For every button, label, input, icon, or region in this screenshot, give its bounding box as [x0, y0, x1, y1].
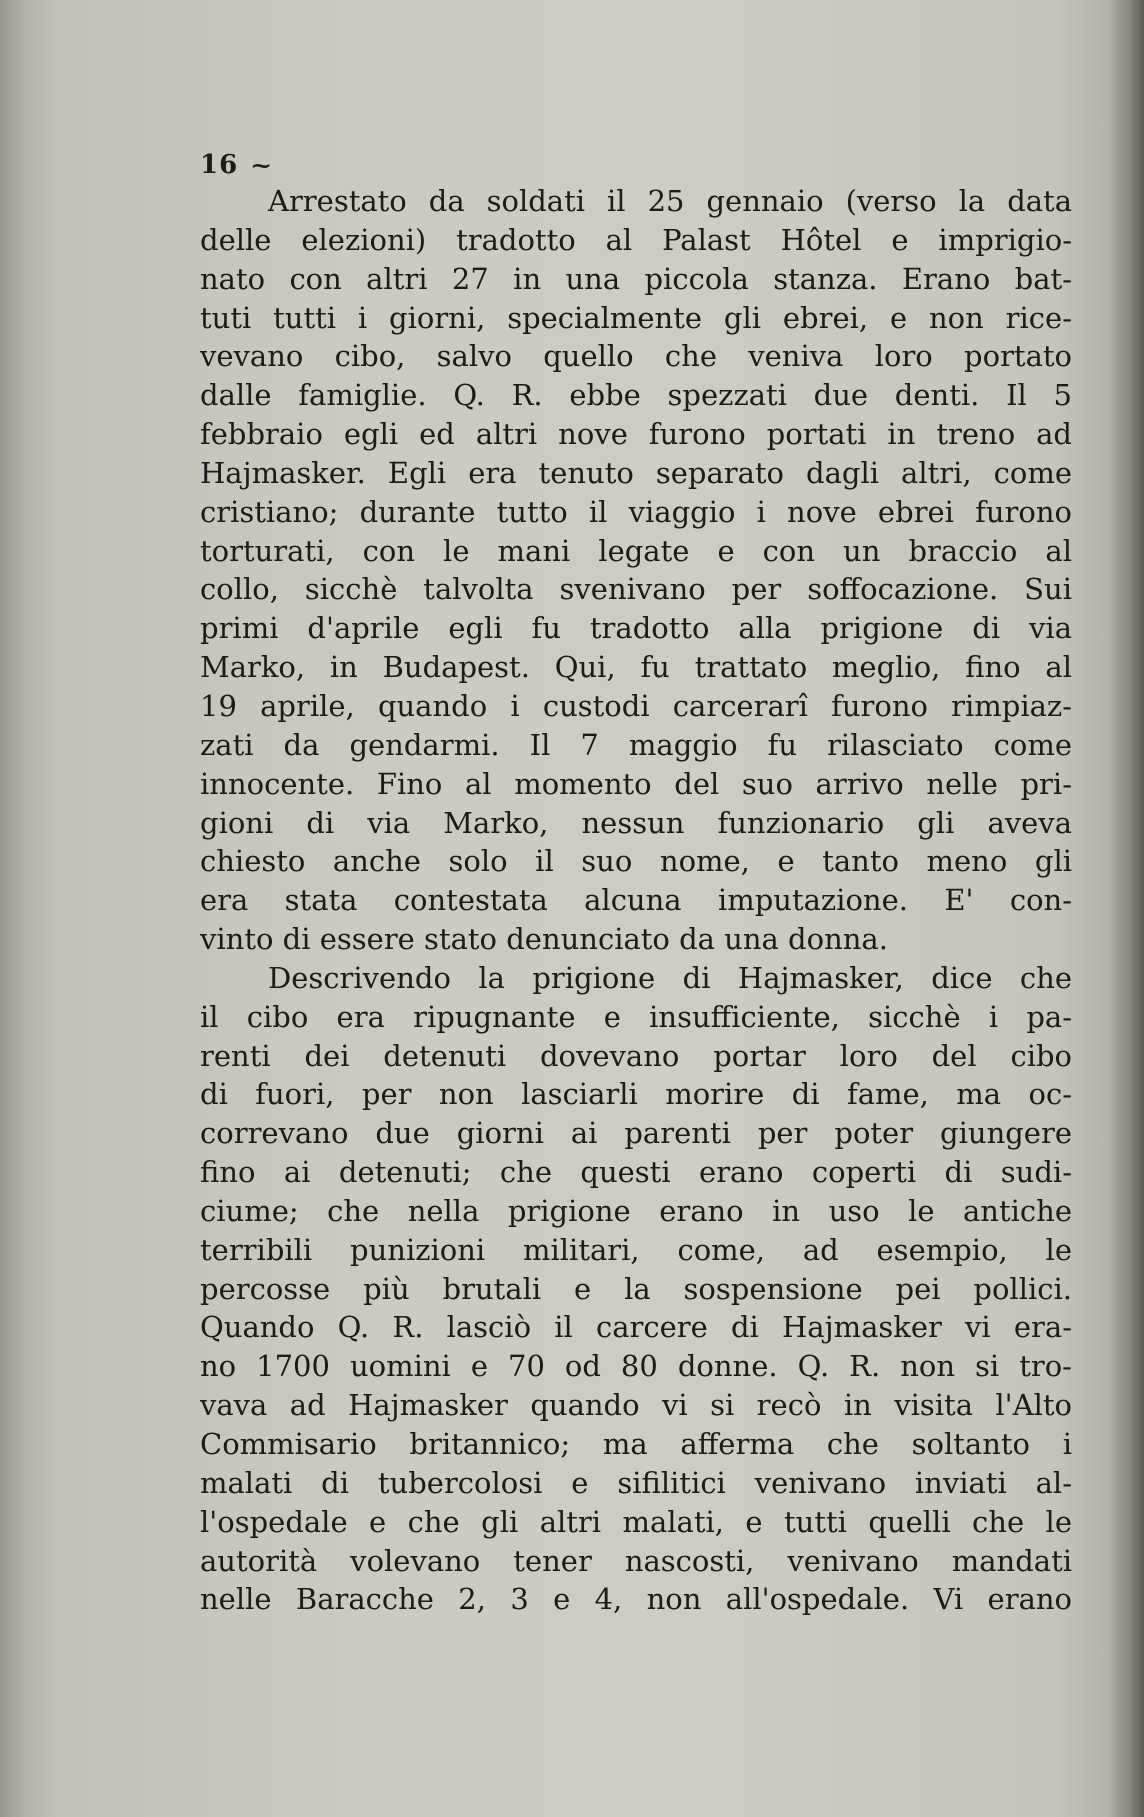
text-line: collo, sicchè talvolta svenivano per soffocazione. Sui	[200, 572, 1072, 607]
text-line: l'ospedale e che gli altri malati, e tutti quelli che le	[200, 1504, 1072, 1539]
page-edge-shadow	[1108, 0, 1144, 1817]
text-line: malati di tubercolosi e sifilitici venivano inviati al-	[200, 1465, 1072, 1500]
text-line: il cibo era ripugnante e insufficiente, sicchè i pa-	[200, 999, 1072, 1034]
text-line: nato con altri 27 in una piccola stanza. Erano bat-	[200, 261, 1072, 296]
text-line: zati da gendarmi. Il 7 maggio fu rilasciato come	[200, 727, 1072, 762]
text-line: dalle famiglie. Q. R. ebbe spezzati due denti. Il 5	[200, 378, 1072, 413]
paragraph-2	[200, 959, 1072, 1619]
text-line: vevano cibo, salvo quello che veniva loro portato	[200, 339, 1072, 374]
text-line: innocente. Fino al momento del suo arrivo nelle pri-	[200, 766, 1072, 801]
text-line: autorità volevano tener nascosti, venivano mandati	[200, 1543, 1072, 1578]
text-line: no 1700 uomini e 70 od 80 donne. Q. R. non si tro-	[200, 1349, 1072, 1384]
text-line: Commisario britannico; ma afferma che soltanto i	[200, 1427, 1072, 1461]
text-line: chiesto anche solo il suo nome, e tanto meno gli	[200, 844, 1072, 879]
text-line: era stata contestata alcuna imputazione. E' con-	[200, 883, 1072, 918]
text-line: correvano due giorni ai parenti per poter giungere	[200, 1116, 1072, 1151]
text-line: ciume; che nella prigione erano in uso le antiche	[200, 1193, 1072, 1228]
page-header	[200, 150, 1072, 182]
text-line: primi d'aprile egli fu tradotto alla prigione di via	[200, 611, 1072, 646]
text-line: percosse più brutali e la sospensione pei pollici.	[200, 1271, 1072, 1306]
text-line: cristiano; durante tutto il viaggio i nove ebrei furono	[200, 494, 1072, 529]
text-line: tuti tutti i giorni, specialmente gli ebrei, e non rice-	[200, 300, 1072, 335]
text-line: delle elezioni) tradotto al Palast Hôtel e imprigio-	[200, 222, 1072, 257]
text-line: Marko, in Budapest. Qui, fu trattato meglio, fino al	[200, 650, 1072, 685]
text-line: Arrestato da soldati il 25 gennaio (verso la data	[268, 184, 1072, 218]
text-line: nelle Baracche 2, 3 e 4, non all'ospedale. Vi erano	[200, 1582, 1072, 1617]
text-line: gioni di via Marko, nessun funzionario gli aveva	[200, 805, 1072, 840]
text-line: febbraio egli ed altri nove furono portati in treno ad	[200, 417, 1072, 452]
text-line: fino ai detenuti; che questi erano coperti di sudi-	[200, 1155, 1072, 1190]
text-line: vava ad Hajmasker quando vi si recò in visita l'Alto	[200, 1388, 1072, 1423]
text-line: di fuori, per non lasciarli morire di fame, ma oc-	[200, 1077, 1072, 1112]
text-line: Descrivendo la prigione di Hajmasker, dice che	[268, 960, 1072, 995]
page-ornament: ~	[250, 153, 274, 179]
text-line: Quando Q. R. lasciò il carcere di Hajmasker vi era-	[200, 1310, 1072, 1345]
text-line: terribili punizioni militari, come, ad esempio, le	[200, 1232, 1072, 1267]
paragraph-1	[200, 182, 1072, 959]
text-line: renti dei detenuti dovevano portar loro del cibo	[200, 1038, 1072, 1073]
text-line: torturati, con le mani legate e con un braccio al	[200, 533, 1072, 568]
page-number: 16	[200, 150, 239, 180]
page-text	[200, 150, 1072, 1619]
text-line: Hajmasker. Egli era tenuto separato dagli altri, come	[200, 455, 1072, 490]
text-line: vinto di essere stato denunciato da una donna.	[200, 922, 888, 957]
text-line: 19 aprile, quando i custodi carcerarî furono rimpiaz-	[200, 688, 1072, 723]
